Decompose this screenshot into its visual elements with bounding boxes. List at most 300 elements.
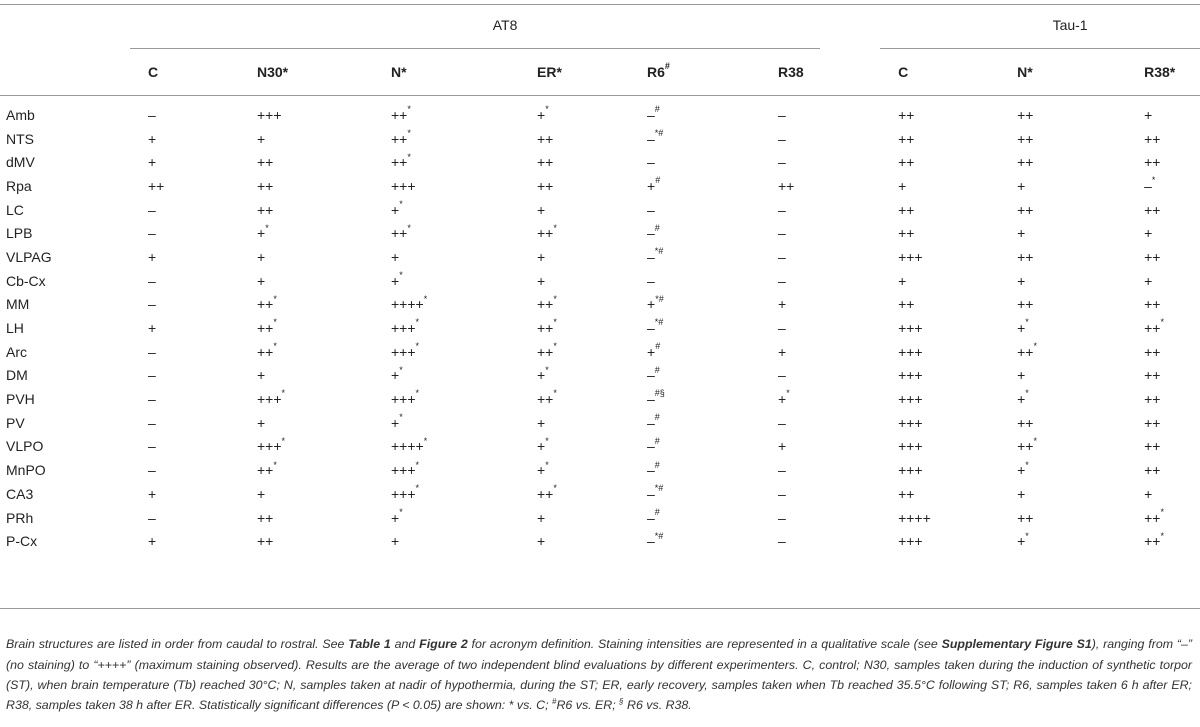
staining-value: + — [537, 438, 546, 455]
staining-cell — [880, 387, 1017, 411]
staining-cell — [647, 387, 778, 411]
staining-cell — [647, 198, 778, 222]
column-header — [1144, 48, 1200, 95]
staining-cell — [647, 316, 778, 340]
staining-cell — [391, 174, 537, 198]
significance-marker: *# — [655, 293, 664, 304]
staining-cell — [130, 387, 257, 411]
staining-value: ++ — [537, 177, 554, 194]
staining-cell — [1017, 435, 1144, 459]
staining-value: ++ — [1017, 438, 1034, 455]
staining-value: + — [898, 272, 907, 289]
staining-value: – — [778, 462, 786, 479]
significance-marker: * — [1160, 530, 1164, 541]
staining-cell — [647, 293, 778, 317]
staining-cell — [1017, 150, 1144, 174]
staining-value: + — [1017, 462, 1026, 479]
staining-cell — [1144, 293, 1200, 317]
staining-cell — [1017, 506, 1144, 530]
staining-value: – — [778, 154, 786, 171]
staining-cell — [537, 340, 647, 364]
significance-marker: # — [655, 341, 661, 352]
brain-structure-label: Amb — [6, 106, 35, 123]
staining-cell — [537, 198, 647, 222]
significance-marker: * — [786, 388, 790, 399]
table-row — [0, 103, 1200, 127]
staining-value: + — [148, 154, 157, 171]
staining-value: + — [391, 414, 400, 431]
significance-marker: * — [399, 506, 403, 517]
significance-marker: * — [1160, 506, 1164, 517]
staining-cell — [1144, 340, 1200, 364]
staining-cell — [391, 387, 537, 411]
staining-value: + — [148, 485, 157, 502]
column-header-label: ER* — [537, 63, 562, 80]
staining-cell — [391, 127, 537, 151]
staining-value: – — [778, 130, 786, 147]
table-row — [0, 529, 1200, 553]
footnote-text: R6 vs. ER; — [556, 698, 620, 713]
staining-cell — [1144, 221, 1200, 245]
significance-marker: * — [1025, 388, 1029, 399]
staining-value: + — [1017, 225, 1026, 242]
staining-value: + — [257, 225, 266, 242]
bottom-rule — [0, 608, 1200, 609]
staining-cell — [778, 174, 880, 198]
staining-cell — [257, 458, 391, 482]
staining-cell — [391, 435, 537, 459]
significance-marker: # — [654, 506, 660, 517]
staining-cell — [778, 435, 880, 459]
staining-cell — [1017, 482, 1144, 506]
staining-value: ++ — [1144, 320, 1161, 337]
staining-cell — [130, 174, 257, 198]
staining-cell — [1144, 269, 1200, 293]
staining-cell — [1144, 529, 1200, 553]
table-row — [0, 387, 1200, 411]
staining-value: +++ — [257, 391, 282, 408]
staining-value: ++ — [898, 201, 915, 218]
staining-cell — [1017, 458, 1144, 482]
brain-structure-label: Arc — [6, 343, 27, 360]
staining-cell — [647, 221, 778, 245]
staining-value: – — [778, 272, 786, 289]
staining-cell — [647, 435, 778, 459]
staining-value: +++ — [391, 343, 416, 360]
staining-value: + — [1144, 272, 1153, 289]
staining-cell — [880, 435, 1017, 459]
brain-structure-label: LC — [6, 201, 24, 218]
staining-value: + — [257, 272, 266, 289]
staining-cell — [257, 150, 391, 174]
staining-cell — [391, 150, 537, 174]
staining-value: ++ — [898, 225, 915, 242]
staining-value: + — [1017, 367, 1026, 384]
staining-cell — [257, 269, 391, 293]
staining-cell — [1017, 364, 1144, 388]
footnote-text: ), ranging from “–” (no staining) to “++++” (maximum staining observed). Results are the average of two independent blind evaluations by different experimenters. C, control; N30, samples taken during the induction of synthetic torpor (ST), when brain temperature (Tb) reached 30°C; N, samples taken at nadir of hypothermia, during the ST; ER, early recovery, samples taken when Tb reached 35.5°C following ST; R6, samples taken 6 h after ER; R38, samples taken 38 h after ER. Statistically significant differences (P < 0.05) are shown: * vs. C; — [6, 637, 1193, 713]
staining-cell — [778, 103, 880, 127]
column-header-label: N30* — [257, 63, 289, 80]
staining-cell — [880, 293, 1017, 317]
staining-cell — [391, 221, 537, 245]
staining-value: – — [778, 485, 786, 502]
table-1-reference[interactable]: Table 1 — [348, 637, 391, 652]
staining-cell — [130, 340, 257, 364]
staining-value: ++ — [257, 533, 274, 550]
significance-marker: *# — [654, 127, 664, 138]
staining-cell — [391, 316, 537, 340]
staining-value: ++ — [1144, 248, 1161, 265]
staining-value: + — [647, 296, 656, 313]
staining-value: +++ — [898, 367, 923, 384]
table-row — [0, 293, 1200, 317]
significance-marker: # — [654, 222, 660, 233]
staining-value: – — [778, 367, 786, 384]
staining-value: + — [148, 248, 157, 265]
staining-value: – — [647, 154, 655, 171]
staining-cell — [778, 411, 880, 435]
staining-cell — [130, 316, 257, 340]
significance-marker: * — [553, 293, 557, 304]
significance-marker: * — [273, 293, 277, 304]
column-header — [537, 48, 647, 95]
staining-value: ++ — [898, 130, 915, 147]
spacer-row — [0, 95, 1200, 103]
staining-cell — [880, 103, 1017, 127]
staining-value: ++ — [1144, 462, 1161, 479]
staining-value: + — [257, 248, 266, 265]
brain-structure-label: PRh — [6, 509, 34, 526]
staining-value: ++ — [1017, 106, 1034, 123]
staining-value: + — [1017, 485, 1026, 502]
staining-value: ++ — [537, 130, 554, 147]
column-header — [778, 48, 880, 95]
significance-marker: * — [399, 412, 403, 423]
staining-value: ++ — [391, 130, 408, 147]
staining-cell — [778, 316, 880, 340]
staining-cell — [647, 340, 778, 364]
column-header-label: R6 — [647, 63, 665, 80]
staining-value: ++ — [1017, 248, 1034, 265]
staining-value: + — [148, 130, 157, 147]
significance-marker: *# — [654, 246, 664, 257]
footnote-text: Brain structures are listed in order from caudal to rostral. See — [6, 637, 349, 652]
staining-cell — [1144, 150, 1200, 174]
brain-structure-label: VLPAG — [6, 248, 52, 265]
brain-structure-label: DM — [6, 367, 28, 384]
significance-marker: * — [545, 104, 549, 115]
footnote-text: for acronym definition. Staining intensities are represented in a qualitative scale (see — [467, 637, 942, 652]
staining-cell — [537, 316, 647, 340]
staining-value: ++++ — [391, 296, 424, 313]
footnote-text: R6 vs. R38. — [623, 698, 692, 713]
staining-value: ++ — [1144, 509, 1161, 526]
staining-cell — [647, 150, 778, 174]
staining-cell — [1144, 127, 1200, 151]
brain-structure-label: VLPO — [6, 438, 44, 455]
staining-value: ++ — [537, 225, 554, 242]
staining-value: ++ — [1144, 130, 1161, 147]
brain-structure-label: Cb-Cx — [6, 272, 46, 289]
staining-value: ++ — [537, 296, 554, 313]
significance-marker: * — [415, 483, 420, 494]
staining-value: + — [778, 343, 787, 360]
staining-cell — [647, 482, 778, 506]
staining-value: – — [778, 106, 786, 123]
staining-cell — [1017, 127, 1144, 151]
staining-value: ++ — [391, 154, 408, 171]
staining-cell — [130, 364, 257, 388]
significance-marker: * — [273, 317, 277, 328]
staining-value: – — [647, 462, 655, 479]
section-symbol: § — [619, 697, 624, 707]
staining-value: +++ — [391, 391, 416, 408]
staining-cell — [257, 221, 391, 245]
table-row — [0, 482, 1200, 506]
staining-value: ++ — [1144, 391, 1161, 408]
column-header-marker: # — [664, 60, 670, 71]
table-row — [0, 269, 1200, 293]
significance-marker: * — [545, 364, 549, 375]
staining-value: + — [391, 272, 400, 289]
staining-value: + — [898, 177, 907, 194]
column-header — [391, 48, 537, 95]
brain-structure-label: P-Cx — [6, 533, 38, 550]
significance-marker: *# — [654, 483, 664, 494]
staining-cell — [778, 364, 880, 388]
significance-marker: * — [553, 317, 557, 328]
staining-cell — [130, 198, 257, 222]
significance-marker: * — [415, 317, 420, 328]
staining-value: ++ — [1017, 130, 1034, 147]
staining-value: ++ — [1144, 414, 1161, 431]
column-header-label: C — [898, 63, 909, 80]
staining-cell — [130, 269, 257, 293]
staining-value: + — [778, 391, 787, 408]
staining-value: – — [647, 225, 655, 242]
staining-cell — [1144, 387, 1200, 411]
staining-value: +++ — [257, 106, 282, 123]
staining-cell — [257, 316, 391, 340]
brain-structure-label: CA3 — [6, 485, 34, 502]
staining-value: – — [647, 414, 655, 431]
significance-marker: * — [407, 127, 411, 138]
staining-value: ++ — [257, 462, 274, 479]
table-row — [0, 198, 1200, 222]
staining-value: – — [647, 130, 655, 147]
staining-cell — [537, 482, 647, 506]
staining-cell — [1144, 103, 1200, 127]
staining-cell — [537, 269, 647, 293]
staining-value: +++ — [898, 462, 923, 479]
staining-value: – — [148, 462, 156, 479]
staining-value: ++ — [257, 296, 274, 313]
staining-cell — [778, 198, 880, 222]
staining-value: ++ — [898, 485, 915, 502]
staining-cell — [647, 174, 778, 198]
staining-cell — [647, 529, 778, 553]
staining-value: + — [257, 130, 266, 147]
staining-value: ++ — [898, 154, 915, 171]
staining-value: – — [647, 533, 655, 550]
staining-cell — [880, 221, 1017, 245]
column-header — [1017, 48, 1144, 95]
staining-cell — [257, 103, 391, 127]
staining-cell — [778, 127, 880, 151]
significance-marker: * — [1025, 317, 1029, 328]
significance-marker: * — [407, 151, 411, 162]
staining-cell — [647, 103, 778, 127]
staining-cell — [391, 506, 537, 530]
staining-value: – — [778, 533, 786, 550]
staining-cell — [130, 103, 257, 127]
column-header — [130, 48, 257, 95]
staining-cell — [130, 221, 257, 245]
staining-cell — [391, 103, 537, 127]
staining-value: + — [1144, 225, 1153, 242]
staining-cell — [880, 174, 1017, 198]
staining-value: + — [1017, 320, 1026, 337]
staining-value: ++ — [537, 154, 554, 171]
staining-value: ++ — [257, 509, 274, 526]
staining-cell — [257, 411, 391, 435]
significance-marker: # — [654, 364, 660, 375]
staining-value: + — [391, 367, 400, 384]
staining-value: +++ — [257, 438, 282, 455]
staining-value: + — [537, 509, 546, 526]
staining-cell — [537, 245, 647, 269]
staining-cell — [880, 245, 1017, 269]
significance-marker: #§ — [654, 388, 665, 399]
table-row — [0, 245, 1200, 269]
table-row — [0, 174, 1200, 198]
significance-marker: * — [265, 222, 269, 233]
staining-value: ++ — [391, 106, 408, 123]
brain-structure-label: MM — [6, 296, 30, 313]
staining-cell — [537, 435, 647, 459]
staining-cell — [778, 506, 880, 530]
staining-value: – — [148, 367, 156, 384]
staining-cell — [880, 316, 1017, 340]
staining-value: – — [647, 485, 655, 502]
staining-value: ++ — [391, 225, 408, 242]
significance-marker: # — [655, 175, 661, 186]
table-row — [0, 316, 1200, 340]
significance-marker: * — [415, 388, 420, 399]
brain-structure-label: Rpa — [6, 177, 32, 194]
staining-cell — [1017, 269, 1144, 293]
staining-cell — [130, 458, 257, 482]
staining-cell — [1017, 387, 1144, 411]
staining-cell — [778, 529, 880, 553]
staining-cell — [880, 269, 1017, 293]
staining-cell — [1017, 529, 1144, 553]
staining-cell — [647, 506, 778, 530]
significance-marker: * — [273, 341, 277, 352]
staining-cell — [257, 293, 391, 317]
staining-cell — [257, 198, 391, 222]
table-row — [0, 435, 1200, 459]
staining-cell — [257, 364, 391, 388]
staining-value: +++ — [898, 248, 923, 265]
staining-cell — [1017, 198, 1144, 222]
staining-value: ++ — [1144, 533, 1161, 550]
staining-value: + — [647, 343, 656, 360]
staining-value: – — [647, 438, 655, 455]
table-row — [0, 411, 1200, 435]
staining-value: + — [1017, 391, 1026, 408]
staining-cell — [647, 269, 778, 293]
staining-value: ++ — [257, 343, 274, 360]
staining-cell — [778, 150, 880, 174]
column-header — [880, 48, 1017, 95]
staining-value: ++ — [1144, 201, 1161, 218]
staining-cell — [1144, 174, 1200, 198]
staining-value: – — [1144, 177, 1152, 194]
staining-cell — [257, 435, 391, 459]
staining-cell — [778, 293, 880, 317]
staining-value: – — [647, 248, 655, 265]
staining-value: ++ — [1017, 414, 1034, 431]
staining-value: + — [537, 462, 546, 479]
staining-value: ++ — [778, 177, 795, 194]
staining-value: + — [778, 438, 787, 455]
significance-marker: * — [553, 388, 557, 399]
staining-cell — [391, 245, 537, 269]
staining-value: + — [1017, 177, 1026, 194]
staining-value: + — [391, 248, 400, 265]
significance-marker: * — [1025, 459, 1029, 470]
staining-value: ++++ — [391, 438, 424, 455]
table-row — [0, 506, 1200, 530]
staining-cell — [537, 174, 647, 198]
hash-symbol: # — [552, 697, 557, 707]
staining-cell — [880, 340, 1017, 364]
staining-cell — [1144, 506, 1200, 530]
staining-cell — [880, 529, 1017, 553]
staining-value: + — [1017, 533, 1026, 550]
brain-structure-label: PVH — [6, 391, 35, 408]
staining-value: ++ — [1144, 296, 1161, 313]
column-header-label: N* — [391, 63, 407, 80]
staining-value: ++ — [1017, 343, 1034, 360]
table-row — [0, 364, 1200, 388]
group-title-tau1: Tau-1 — [1052, 17, 1088, 33]
staining-value: – — [148, 391, 156, 408]
staining-value: +++ — [391, 485, 416, 502]
brain-structure-label: LH — [6, 320, 24, 337]
staining-cell — [1017, 245, 1144, 269]
staining-cell — [257, 529, 391, 553]
staining-cell — [130, 435, 257, 459]
staining-value: + — [391, 533, 400, 550]
significance-marker: * — [1025, 530, 1029, 541]
staining-value: – — [148, 296, 156, 313]
staining-value: + — [1144, 485, 1153, 502]
table-row — [0, 221, 1200, 245]
staining-cell — [391, 482, 537, 506]
figure-2-reference[interactable]: Figure 2 — [419, 637, 468, 652]
staining-value: – — [647, 367, 655, 384]
staining-cell — [537, 529, 647, 553]
table-row — [0, 150, 1200, 174]
supplementary-figure-reference[interactable]: Supplementary Figure S1 — [941, 637, 1092, 652]
brain-structure-label: PV — [6, 414, 25, 431]
staining-value: + — [537, 106, 546, 123]
staining-value: ++ — [257, 154, 274, 171]
significance-marker: *# — [654, 317, 664, 328]
